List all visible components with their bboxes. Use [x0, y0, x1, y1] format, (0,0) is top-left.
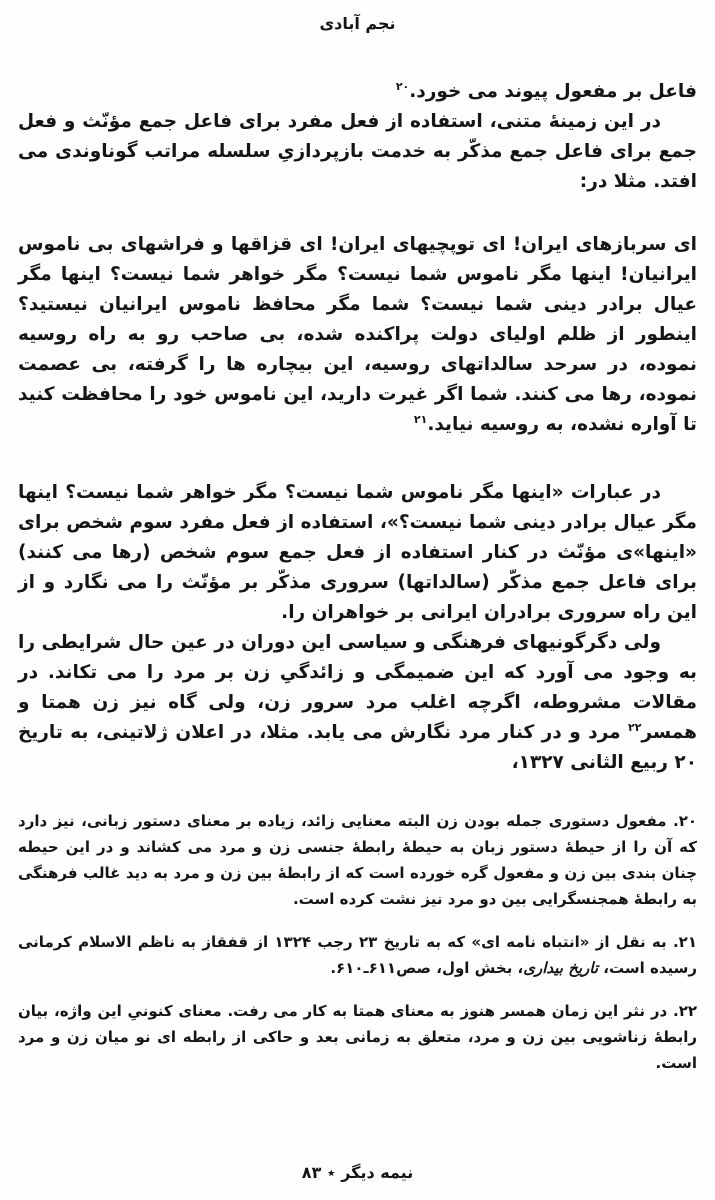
quote-text: ای سربازهای ایران! ای توپچیهای ایران! ای قزاقها و فراشهای بی ناموس ایرانیان! اینها مگر ناموس شما نیست؟ مگر خواهر شما نیست؟ اینها مگر عیال برادر دینی شما نیست؟ شما مگر محافظ ناموس ایرانیان نیستید؟ اینطور از ظلم اولیای دولت پراکنده شده، بی صاحب رو به راه روسیه نموده، در سرحد سالداتهای روسیه، این بیچاره ها را گرفته، بی عصمت نموده، رها می کنند. شما اگر غیرت دارید، این ناموس خود را محافظت کنید تا آواره نشده، به روسیه نیاید.: [18, 234, 697, 435]
footnote-20-text: مفعول دستوری جمله بودن زن البته معنایی زائد، زیاده بر معنای دستور زبانی، نیز دارد که آن را از حیطهٔ دستور زبان به حیطهٔ رابطهٔ جنسی زن و مرد می کشاند و در این حیطه چنان بندی بین زن و مفعول گره خورده است که از رابطهٔ بین زن و مرد به دید غالب فرهنگی به رابطهٔ همجنسگرایی بین دو مرد نیز نشت کرده است.: [18, 812, 697, 908]
footnote-21-number: ۲۱.: [672, 933, 697, 951]
footnotes-section: [18, 808, 697, 1076]
body-paragraph-4: [18, 628, 697, 778]
article-body: [18, 77, 697, 778]
paragraph-1-text: فاعل بر مفعول پیوند می خورد.: [409, 81, 697, 102]
body-paragraph-2: در این زمینهٔ متنی، استفاده از فعل مفرد برای فاعل جمع مؤنّث و فعل جمع برای فاعل جمع مذکّر به خدمت بازپردازیِ سلسله مراتب گوناوندی می افتد. مثلا در:: [18, 111, 697, 192]
body-paragraph-1: [18, 77, 697, 107]
footnote-21: [18, 929, 697, 981]
footnote-21-text-before: به نقل از «انتباه نامه ای» که به تاریخ ۲۳ رجب ۱۳۲۴ از قفقاز به ناظم الاسلام کرمانی رسیده است،: [18, 933, 697, 977]
footnote-20-number: ۲۰.: [672, 812, 697, 830]
paragraph-4-text-before: ولی دگرگونیهای فرهنگی و سیاسی این دوران در عین حال شرایطی را به وجود می آورد که این ضمیمگی و زائدگیِ زن بر مرد را می تکاند. در مقالات مشروطه، اگرچه اغلب مرد سرور زن، ولی گاه نیز زن همتا و همسر: [18, 632, 697, 743]
page-footer-journal-and-page-number: نیمه دیگر ٭ ۸۳: [301, 1163, 414, 1182]
footnote-21-text-after: ، بخش اول، صص۶۱۱ـ۶۱۰.: [330, 959, 524, 977]
running-header-author: نجم آبادی: [319, 14, 396, 33]
footnote-20: [18, 808, 697, 912]
block-quote: [18, 230, 697, 440]
body-paragraph-3: در عبارات «اینها مگر ناموس شما نیست؟ مگر خواهر شما نیست؟ اینها مگر عیال برادر دینی شما نیست؟»، استفاده از فعل مفرد سوم شخص برای «اینها»ی مؤنّث در کنار استفاده از فعل جمع سوم شخص (رها می کنند) برای فاعل جمع مذکّر (سالداتها) سروری مذکّر بر مؤنّث را می نگارد و از این راه سروری برادران ایرانی بر خواهران را.: [18, 482, 697, 623]
footnote-22-text: در نثر این زمان همسر هنوز به معنای همتا به کار می رفت. معنای کنونیِ این واژه، بیان رابطهٔ زناشویی بین زن و مرد، متعلق به زمانی بعد و حاکی از رابطه ای نو میان زن و مرد است.: [18, 1002, 697, 1072]
footnote-ref-20: ۲۰: [395, 80, 410, 93]
footnote-21-book-title: تاریخ بیداری: [523, 959, 599, 977]
footnote-ref-22: ۲۲: [627, 721, 642, 734]
paragraph-4-text-after: مرد و در کنار مرد نگارش می یابد. مثلا، در اعلان ژلاتینی، به تاریخ ۲۰ ربیع الثانی ۱۳۲۷،: [18, 722, 697, 773]
footnote-ref-21: ۲۱: [413, 413, 428, 426]
footnote-22-number: ۲۲.: [672, 1002, 697, 1020]
footnote-22: [18, 998, 697, 1076]
